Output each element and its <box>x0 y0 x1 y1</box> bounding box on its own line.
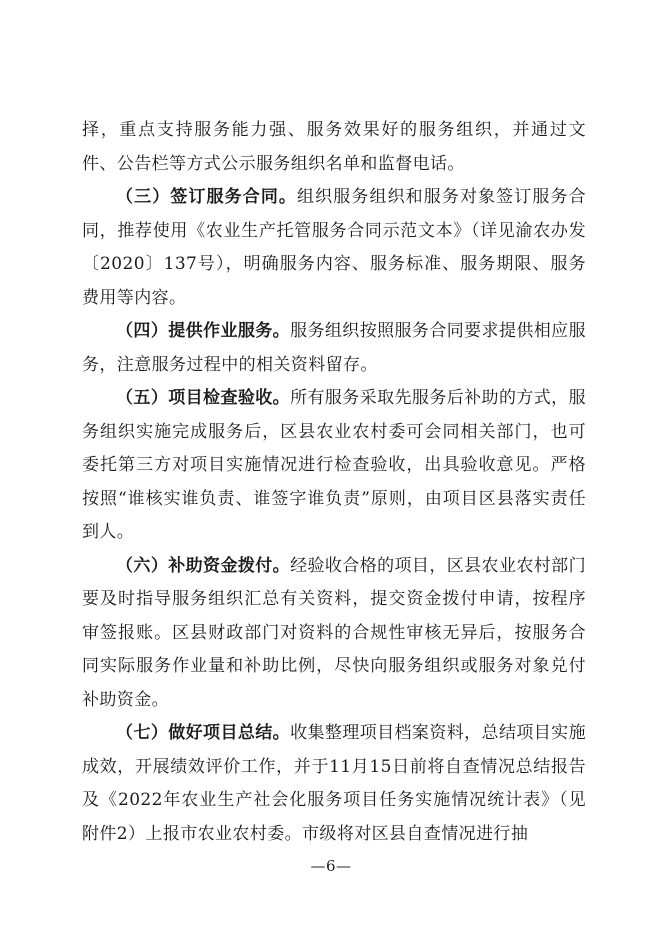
paragraph-sign-contract <box>82 181 586 315</box>
paragraph-project-summary <box>82 717 586 851</box>
paragraph-fund-disbursement <box>82 550 586 718</box>
paragraph-text: 经验收合格的项目，区县农业农村部门要及时指导服务组织汇总有关资料，提交资金拨付申请，按程序审签报账。区县财政部门对资料的合规性审核无异后，按服务合同实际服务作业量和补助比例，尽快向服务组织或服务对象兑付补助资金。 <box>82 555 586 710</box>
section-heading: （四）提供作业服务。 <box>116 321 291 341</box>
section-heading: （六）补助资金拨付。 <box>116 555 291 576</box>
paragraph-continued <box>82 114 586 181</box>
paragraph-provide-service <box>82 315 586 382</box>
body-text <box>82 114 586 851</box>
section-heading: （七）做好项目总结。 <box>116 723 291 743</box>
paragraph-inspection <box>82 382 586 550</box>
section-heading: （五）项目检查验收。 <box>116 388 291 408</box>
section-heading: （三）签订服务合同。 <box>116 187 298 207</box>
paragraph-text: 择，重点支持服务能力强、服务效果好的服务组织，并通过文件、公告栏等方式公示服务组织名单和监督电话。 <box>82 120 586 174</box>
paragraph-text: 所有服务采取先服务后补助的方式，服务组织实施完成服务后，区县农业农村委可会同相关部门，也可委托第三方对项目实施情况进行检查验收，出具验收意见。严格按照“谁核实谁负责、谁签字谁负责”原则，由项目区县落实责任到人。 <box>82 388 586 542</box>
paragraph-text: 收集整理项目档案资料，总结项目实施成效，开展绩效评价工作，并于11月15日前将自查情况总结报告及《2022年农业生产社会化服务项目任务实施情况统计表》（见附件2）上报市农业农村委。市级将对区县自查情况进行抽 <box>82 723 586 844</box>
paragraph-text: 服务组织按照服务合同要求提供相应服务，注意服务过程中的相关资料留存。 <box>82 321 586 375</box>
paragraph-text: 组织服务组织和服务对象签订服务合同，推荐使用《农业生产托管服务合同示范文本》（详见渝农办发〔2020〕137号），明确服务内容、服务标准、服务期限、服务费用等内容。 <box>82 187 587 308</box>
page-number: —6— <box>310 857 352 875</box>
